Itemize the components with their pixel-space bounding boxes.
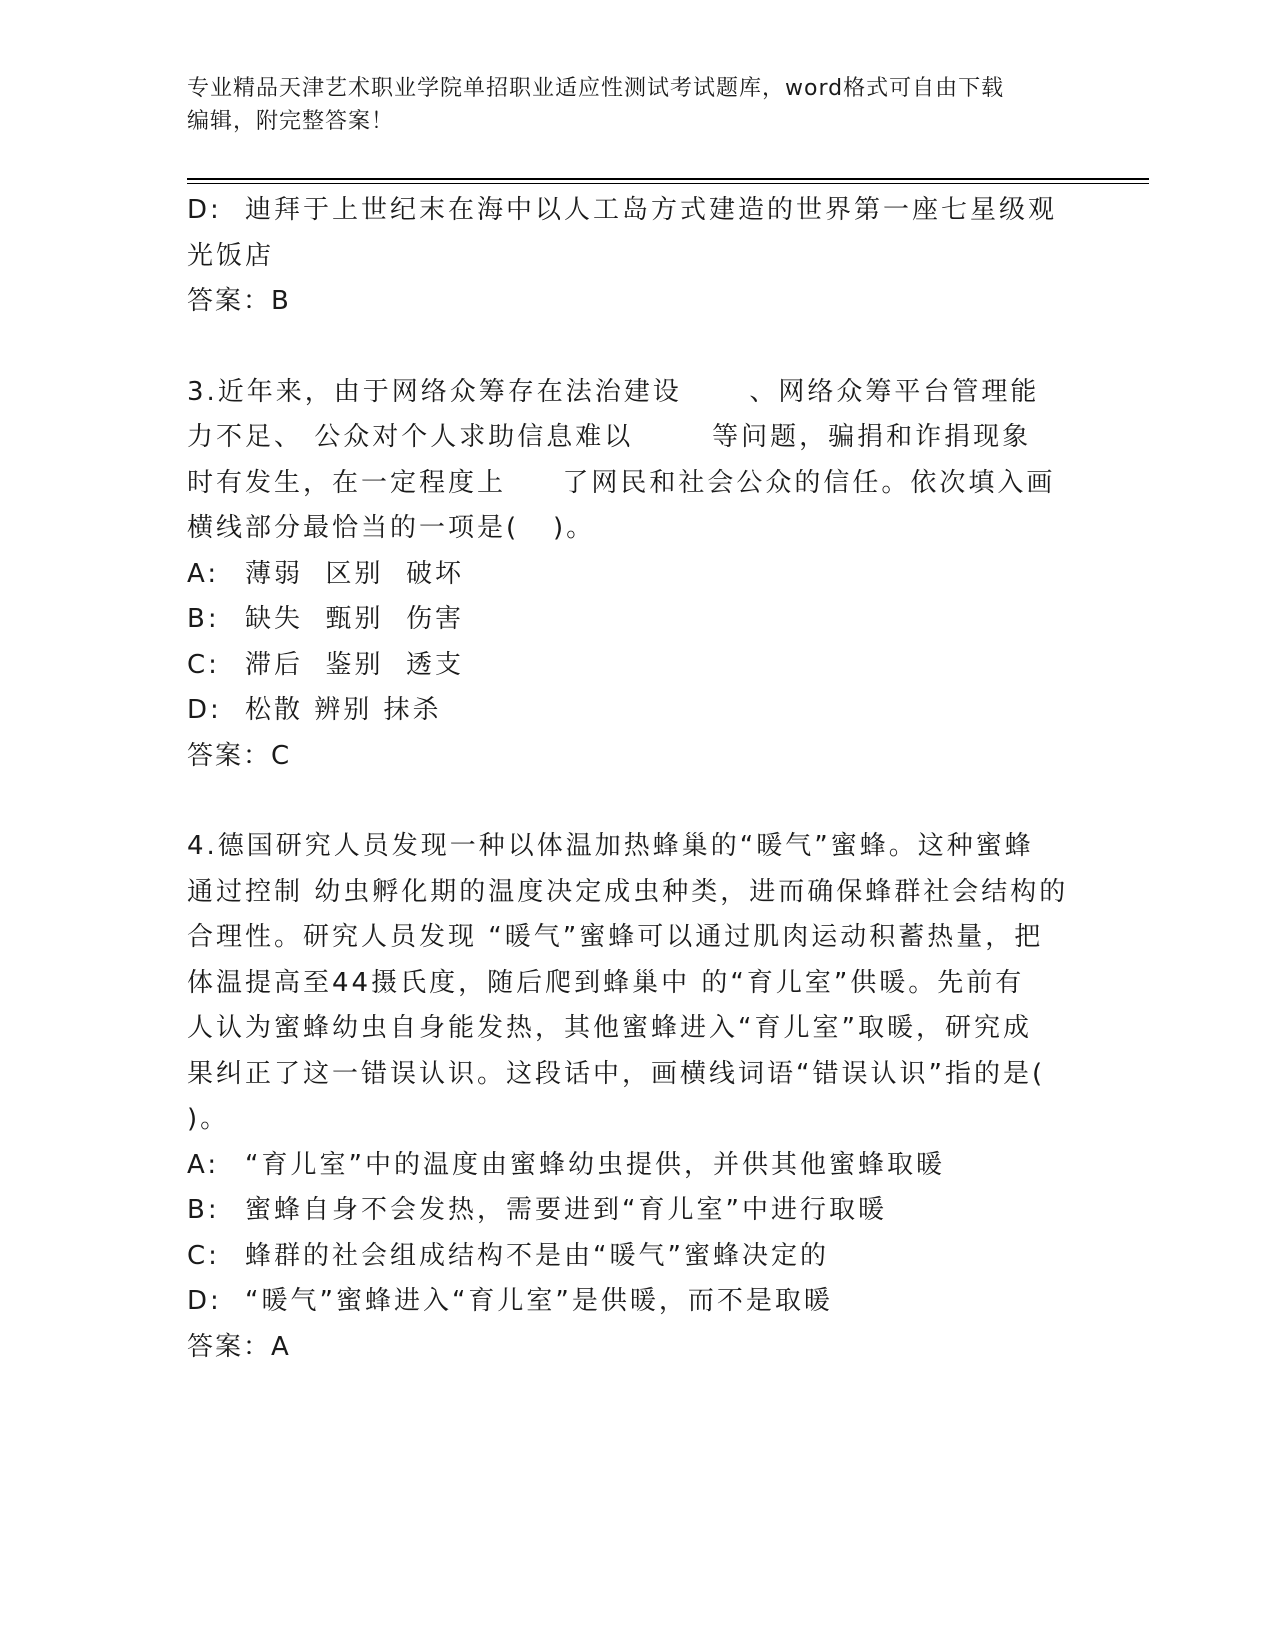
question-stem-line: 横线部分最恰当的一项是( )。 (187, 513, 596, 543)
option-label: D: (187, 695, 222, 725)
option-text: 薄弱 区别 破坏 (245, 558, 465, 589)
page-content (187, 188, 1077, 1370)
question-stem-line: 3.近年来，由于网络众筹存在法治建设 、网络众筹平台管理能 (187, 376, 1040, 407)
question-3-answer: 答案：C (187, 740, 292, 771)
question-stem-line: 体温提高至44摄氏度，随后爬到蜂巢中 的“育儿室”供暖。先前有 (187, 967, 1025, 998)
option-label: D: (187, 195, 222, 225)
header-line-1: 专业精品天津艺术职业学院单招职业适应性测试考试题库，word格式可自由下载 (187, 76, 1005, 101)
option-label: C: (187, 649, 220, 680)
option-b (187, 1188, 1077, 1234)
option-text: 松散 辨别 抹杀 (245, 695, 442, 725)
page-header (187, 72, 1067, 138)
option-text: 蜜蜂自身不会发热，需要进到“育儿室”中进行取暖 (245, 1195, 887, 1225)
option-text: 缺失 甄别 伤害 (245, 604, 465, 634)
option-text: 迪拜于上世纪末在海中以人工岛方式建造的世界第一座七星级观 (245, 195, 1058, 225)
question-stem-line: 果纠正了这一错误认识。这段话中，画横线词语“错误认识”指的是( (187, 1058, 1046, 1089)
option-text-continued: 光饭店 (187, 240, 275, 271)
question-stem-line: 时有发生，在一定程度上 了网民和社会公众的信任。依次填入画 (187, 467, 1056, 498)
question-stem-line: 通过控制 幼虫孵化期的温度决定成虫种类，进而确保蜂群社会结构的 (187, 876, 1069, 907)
option-c (187, 643, 1077, 689)
option-d (187, 1279, 1077, 1325)
option-label: B: (187, 1195, 220, 1225)
option-label: C: (187, 1240, 220, 1271)
option-text: “育儿室”中的温度由蜜蜂幼虫提供，并供其他蜜蜂取暖 (245, 1149, 945, 1180)
option-a (187, 552, 1077, 598)
question-stem-line: 力不足、 公众对个人求助信息难以 等问题，骗捐和诈捐现象 (187, 422, 1032, 452)
option-text: 蜂群的社会组成结构不是由“暖气”蜜蜂决定的 (245, 1240, 829, 1271)
question-3 (187, 370, 1077, 780)
option-b (187, 597, 1077, 643)
header-line-2: 编辑，附完整答案！ (187, 109, 395, 134)
option-label: A: (187, 558, 220, 589)
header-divider-thin (187, 183, 1149, 184)
option-a (187, 1143, 1077, 1189)
option-d (187, 688, 1077, 734)
prev-question-option-d (187, 188, 1077, 279)
option-text: “暖气”蜜蜂进入“育儿室”是供暖，而不是取暖 (245, 1286, 833, 1316)
option-c (187, 1234, 1077, 1280)
question-stem-line: 4.德国研究人员发现一种以体温加热蜂巢的“暖气”蜜蜂。这种蜜蜂 (187, 831, 1034, 861)
option-label: B: (187, 604, 220, 634)
option-label: D: (187, 1286, 222, 1316)
prev-question-answer: 答案：B (187, 286, 291, 316)
question-stem-line: )。 (187, 1104, 230, 1134)
question-stem-line: 人认为蜜蜂幼虫自身能发热，其他蜜蜂进入“育儿室”取暖，研究成 (187, 1013, 1032, 1043)
question-4 (187, 824, 1077, 1370)
header-divider-thick (187, 178, 1149, 180)
option-label: A: (187, 1149, 220, 1180)
question-4-answer: 答案：A (187, 1331, 291, 1362)
option-text: 滞后 鉴别 透支 (245, 649, 465, 680)
question-stem-line: 合理性。研究人员发现 “暖气”蜜蜂可以通过肌肉运动积蓄热量，把 (187, 922, 1044, 952)
